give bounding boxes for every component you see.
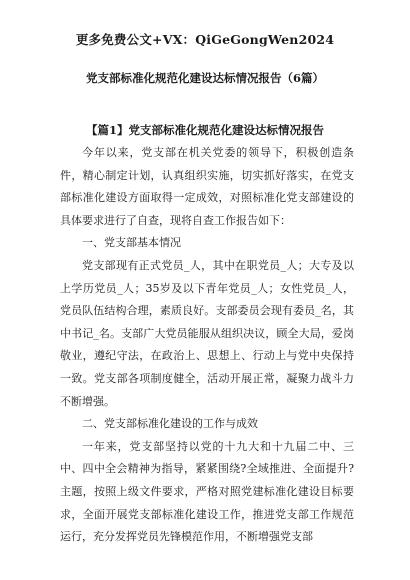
basic-situation-paragraph: 党支部现有正式党员_人，其中在职党员_人；大专及以上学历党员_人；35岁及以下青年党员_人；女性党员_人，党员队伍结构合理，素质良好。支部委员会现有委员_名，其中书记_名。支部广大党员能服从组织决议，顾全大局，爱岗敬业，遵纪守法，在政治上、思想上、行动上与党中央保持一致。党支部各项制度健全，活动开展正常，凝聚力战斗力不断增强。 [60, 258, 354, 408]
document-body [60, 142, 354, 549]
work-results-paragraph: 一年来，党支部坚持以党的十九大和十九届二中、三中、四中全会精神为指导，紧紧围绕?全域推进、全面提升?主题，按照上级文件要求，严格对照党建标准化建设目标要求，全面开展党支部标准化建设工作，推进党支部工作规范运行，充分发挥党员先锋模范作用，不断增强党支部 [60, 439, 354, 544]
document-title: 党支部标准化规范化建设达标情况报告（6篇） [86, 71, 324, 85]
section-title: 【篇1】党支部标准化规范化建设达标情况报告 [86, 123, 324, 137]
intro-paragraph: 今年以来，党支部在机关党委的领导下，积极创造条件，精心制定计划，认真组织实施，切实抓好落实，在党支部标准化建设方面取得一定成效，对照标准化党支部建设的具体要求进行了自查，现将自查工作报告如下： [60, 146, 354, 227]
heading-work-results: 二、党支部标准化建设的工作与成效 [82, 417, 258, 431]
heading-basic-situation: 一、党支部基本情况 [82, 236, 181, 250]
promo-header: 更多免费公文+VX：QiGeGongWen2024 [75, 32, 335, 47]
